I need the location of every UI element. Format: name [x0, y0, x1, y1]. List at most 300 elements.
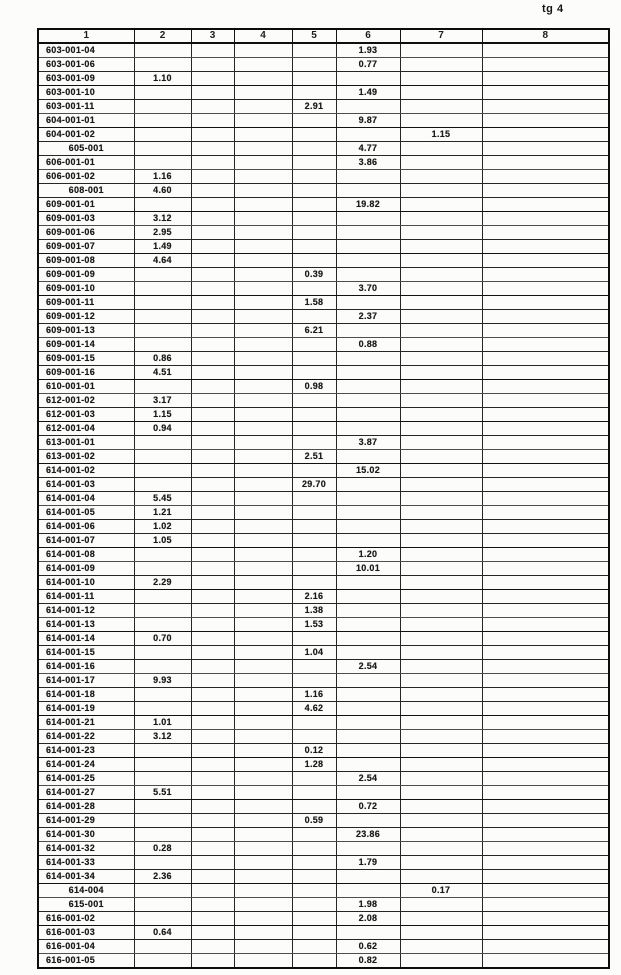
value-cell: [292, 954, 336, 969]
value-cell: [400, 478, 482, 492]
value-cell: [482, 842, 609, 856]
value-cell: [191, 86, 234, 100]
value-cell: 2.91: [292, 100, 336, 114]
value-cell: [191, 926, 234, 940]
table-row: [38, 100, 609, 114]
table-row: [38, 856, 609, 870]
row-id-cell: 609-001-15: [38, 352, 134, 366]
value-cell: [191, 212, 234, 226]
value-cell: [336, 170, 400, 184]
value-cell: [234, 534, 292, 548]
row-id-cell: 616-001-04: [38, 940, 134, 954]
table-row: [38, 646, 609, 660]
value-cell: [292, 534, 336, 548]
row-id-cell: 614-001-23: [38, 744, 134, 758]
value-cell: [191, 198, 234, 212]
value-cell: [234, 492, 292, 506]
row-id-cell: 613-001-01: [38, 436, 134, 450]
value-cell: [234, 226, 292, 240]
table-row: [38, 226, 609, 240]
value-cell: [482, 884, 609, 898]
value-cell: 1.28: [292, 758, 336, 772]
value-cell: [336, 758, 400, 772]
value-cell: [234, 380, 292, 394]
value-cell: [400, 100, 482, 114]
value-cell: [134, 268, 191, 282]
value-cell: [482, 352, 609, 366]
value-cell: 2.36: [134, 870, 191, 884]
value-cell: [191, 408, 234, 422]
value-cell: [191, 464, 234, 478]
table-row: [38, 702, 609, 716]
value-cell: [400, 926, 482, 940]
value-cell: [234, 758, 292, 772]
table-row: [38, 380, 609, 394]
value-cell: [336, 674, 400, 688]
value-cell: [482, 408, 609, 422]
value-cell: [482, 492, 609, 506]
value-cell: [234, 198, 292, 212]
value-cell: 9.93: [134, 674, 191, 688]
value-cell: [234, 702, 292, 716]
value-cell: [191, 562, 234, 576]
column-header-5: 5: [292, 29, 336, 43]
value-cell: 1.53: [292, 618, 336, 632]
column-header-8: 8: [482, 29, 609, 43]
value-cell: [234, 72, 292, 86]
row-id-cell: 614-001-28: [38, 800, 134, 814]
value-cell: [400, 534, 482, 548]
value-cell: 4.51: [134, 366, 191, 380]
row-id-cell: 614-001-18: [38, 688, 134, 702]
value-cell: [336, 128, 400, 142]
row-id-cell: 614-001-32: [38, 842, 134, 856]
value-cell: [400, 800, 482, 814]
value-cell: [134, 940, 191, 954]
value-cell: [400, 506, 482, 520]
value-cell: 29.70: [292, 478, 336, 492]
value-cell: [482, 716, 609, 730]
value-cell: [234, 86, 292, 100]
value-cell: [134, 772, 191, 786]
table-row: [38, 772, 609, 786]
value-cell: [134, 436, 191, 450]
value-cell: [482, 954, 609, 969]
row-id-cell: 614-001-14: [38, 632, 134, 646]
value-cell: [191, 268, 234, 282]
value-cell: [292, 422, 336, 436]
value-cell: [400, 268, 482, 282]
table-row: [38, 114, 609, 128]
value-cell: [191, 702, 234, 716]
value-cell: [134, 464, 191, 478]
table-row: [38, 884, 609, 898]
value-cell: [234, 212, 292, 226]
row-id-cell: 614-001-04: [38, 492, 134, 506]
value-cell: [400, 758, 482, 772]
value-cell: [482, 338, 609, 352]
value-cell: [482, 464, 609, 478]
value-cell: [191, 43, 234, 58]
value-cell: [292, 786, 336, 800]
value-cell: 0.28: [134, 842, 191, 856]
value-cell: [191, 688, 234, 702]
value-cell: [234, 814, 292, 828]
table-row: [38, 296, 609, 310]
value-cell: [482, 604, 609, 618]
value-cell: [336, 366, 400, 380]
table-row: [38, 198, 609, 212]
value-cell: 0.72: [336, 800, 400, 814]
value-cell: 1.38: [292, 604, 336, 618]
value-cell: [134, 282, 191, 296]
row-id-cell: 614-001-22: [38, 730, 134, 744]
value-cell: [400, 408, 482, 422]
value-cell: [336, 786, 400, 800]
value-cell: 1.15: [400, 128, 482, 142]
value-cell: 15.02: [336, 464, 400, 478]
value-cell: [292, 212, 336, 226]
value-cell: [134, 58, 191, 72]
value-cell: [292, 254, 336, 268]
row-id-cell: 609-001-06: [38, 226, 134, 240]
table-row: [38, 674, 609, 688]
column-header-2: 2: [134, 29, 191, 43]
value-cell: [400, 450, 482, 464]
value-cell: [292, 464, 336, 478]
value-cell: [134, 198, 191, 212]
value-cell: [191, 674, 234, 688]
value-cell: [234, 43, 292, 58]
value-cell: [292, 632, 336, 646]
page-number-label: tg 4: [542, 3, 564, 15]
value-cell: [482, 310, 609, 324]
row-id-cell: 609-001-13: [38, 324, 134, 338]
value-cell: 1.02: [134, 520, 191, 534]
row-id-cell: 614-001-07: [38, 534, 134, 548]
value-cell: [336, 268, 400, 282]
value-cell: [482, 702, 609, 716]
value-cell: [191, 660, 234, 674]
value-cell: [336, 408, 400, 422]
value-cell: [191, 870, 234, 884]
table-row: [38, 786, 609, 800]
value-cell: [336, 450, 400, 464]
value-cell: [191, 730, 234, 744]
value-cell: 1.04: [292, 646, 336, 660]
table-row: [38, 268, 609, 282]
value-cell: [482, 156, 609, 170]
value-cell: [400, 282, 482, 296]
value-cell: [292, 43, 336, 58]
value-cell: [134, 478, 191, 492]
value-cell: [336, 716, 400, 730]
table-row: [38, 184, 609, 198]
value-cell: 3.70: [336, 282, 400, 296]
value-cell: [400, 814, 482, 828]
row-id-cell: 614-001-02: [38, 464, 134, 478]
row-id-cell: 609-001-14: [38, 338, 134, 352]
value-cell: 2.08: [336, 912, 400, 926]
value-cell: [191, 772, 234, 786]
table-row: [38, 590, 609, 604]
value-cell: [482, 58, 609, 72]
table-row: [38, 506, 609, 520]
table-row: [38, 86, 609, 100]
value-cell: [292, 170, 336, 184]
row-id-cell: 606-001-01: [38, 156, 134, 170]
value-cell: [400, 394, 482, 408]
value-cell: [292, 576, 336, 590]
value-cell: [482, 590, 609, 604]
value-cell: [400, 632, 482, 646]
value-cell: [482, 422, 609, 436]
value-cell: 5.45: [134, 492, 191, 506]
value-cell: [482, 240, 609, 254]
value-cell: [292, 366, 336, 380]
value-cell: [292, 716, 336, 730]
value-cell: [400, 688, 482, 702]
table-row: [38, 814, 609, 828]
table-row: [38, 142, 609, 156]
value-cell: [336, 240, 400, 254]
value-cell: [400, 702, 482, 716]
value-cell: [482, 828, 609, 842]
value-cell: [134, 43, 191, 58]
table-row: [38, 366, 609, 380]
value-cell: [234, 436, 292, 450]
value-cell: [234, 716, 292, 730]
value-cell: [234, 562, 292, 576]
value-cell: [191, 100, 234, 114]
value-cell: [292, 898, 336, 912]
value-cell: 2.51: [292, 450, 336, 464]
value-cell: [400, 422, 482, 436]
value-cell: [134, 884, 191, 898]
value-cell: 2.54: [336, 660, 400, 674]
value-cell: [482, 618, 609, 632]
value-cell: 1.79: [336, 856, 400, 870]
value-cell: 1.49: [134, 240, 191, 254]
value-cell: [336, 212, 400, 226]
value-cell: [292, 436, 336, 450]
row-id-cell: 603-001-10: [38, 86, 134, 100]
value-cell: [336, 884, 400, 898]
value-cell: 4.64: [134, 254, 191, 268]
table-row: [38, 576, 609, 590]
value-cell: [292, 114, 336, 128]
value-cell: 6.21: [292, 324, 336, 338]
value-cell: [336, 254, 400, 268]
value-cell: [134, 100, 191, 114]
header-row: [38, 29, 609, 43]
table-row: [38, 954, 609, 969]
value-cell: [234, 142, 292, 156]
value-cell: [191, 128, 234, 142]
table-row: [38, 450, 609, 464]
value-cell: [482, 912, 609, 926]
row-id-cell: 606-001-02: [38, 170, 134, 184]
value-cell: [292, 226, 336, 240]
value-cell: [336, 506, 400, 520]
value-cell: [482, 296, 609, 310]
row-id-cell: 614-001-16: [38, 660, 134, 674]
value-cell: 4.62: [292, 702, 336, 716]
value-cell: [400, 156, 482, 170]
value-cell: [400, 674, 482, 688]
value-cell: [191, 534, 234, 548]
value-cell: 0.64: [134, 926, 191, 940]
value-cell: [134, 562, 191, 576]
value-cell: [482, 268, 609, 282]
value-cell: [292, 72, 336, 86]
table-row: [38, 842, 609, 856]
value-cell: [191, 184, 234, 198]
value-cell: 2.37: [336, 310, 400, 324]
value-cell: [482, 772, 609, 786]
value-cell: [191, 422, 234, 436]
value-cell: [292, 940, 336, 954]
value-cell: [400, 940, 482, 954]
value-cell: [336, 632, 400, 646]
table-row: [38, 828, 609, 842]
row-id-cell: 614-001-33: [38, 856, 134, 870]
value-cell: [234, 576, 292, 590]
value-cell: [482, 870, 609, 884]
value-cell: 0.82: [336, 954, 400, 969]
value-cell: [191, 632, 234, 646]
value-cell: [400, 842, 482, 856]
row-id-cell: 609-001-11: [38, 296, 134, 310]
value-cell: 2.95: [134, 226, 191, 240]
value-cell: [134, 828, 191, 842]
value-cell: [292, 156, 336, 170]
value-cell: [482, 562, 609, 576]
row-id-cell: 614-001-13: [38, 618, 134, 632]
value-cell: 1.05: [134, 534, 191, 548]
row-id-cell: 604-001-01: [38, 114, 134, 128]
value-cell: [191, 758, 234, 772]
value-cell: 4.60: [134, 184, 191, 198]
value-cell: [234, 744, 292, 758]
table-row: [38, 478, 609, 492]
row-id-cell: 613-001-02: [38, 450, 134, 464]
value-cell: [482, 324, 609, 338]
value-cell: [191, 310, 234, 324]
value-cell: 2.16: [292, 590, 336, 604]
value-cell: [336, 842, 400, 856]
value-cell: [482, 450, 609, 464]
value-cell: [134, 646, 191, 660]
value-cell: [191, 478, 234, 492]
value-cell: [234, 688, 292, 702]
value-cell: [400, 58, 482, 72]
value-cell: [234, 352, 292, 366]
value-cell: [292, 842, 336, 856]
value-cell: [482, 730, 609, 744]
row-id-cell: 605-001: [38, 142, 134, 156]
table-row: [38, 912, 609, 926]
value-cell: [134, 898, 191, 912]
value-cell: [134, 296, 191, 310]
value-cell: [234, 590, 292, 604]
value-cell: [292, 730, 336, 744]
value-cell: [234, 954, 292, 969]
value-cell: [234, 58, 292, 72]
value-cell: [134, 660, 191, 674]
value-cell: [482, 786, 609, 800]
value-cell: [292, 674, 336, 688]
table-row: [38, 254, 609, 268]
value-cell: [482, 170, 609, 184]
row-id-cell: 614-001-15: [38, 646, 134, 660]
row-id-cell: 603-001-06: [38, 58, 134, 72]
value-cell: [400, 142, 482, 156]
value-cell: [482, 254, 609, 268]
value-cell: [400, 338, 482, 352]
value-cell: [292, 58, 336, 72]
value-cell: [336, 590, 400, 604]
value-cell: [482, 394, 609, 408]
value-cell: [191, 898, 234, 912]
value-cell: [482, 506, 609, 520]
value-cell: [292, 926, 336, 940]
value-cell: [292, 828, 336, 842]
row-id-cell: 612-001-02: [38, 394, 134, 408]
value-cell: [292, 562, 336, 576]
value-cell: [336, 646, 400, 660]
row-id-cell: 603-001-04: [38, 43, 134, 58]
value-cell: [400, 604, 482, 618]
value-cell: [482, 646, 609, 660]
table-row: [38, 632, 609, 646]
value-cell: 4.77: [336, 142, 400, 156]
value-cell: [336, 744, 400, 758]
value-cell: 9.87: [336, 114, 400, 128]
value-cell: [134, 114, 191, 128]
table-row: [38, 58, 609, 72]
row-id-cell: 614-001-08: [38, 548, 134, 562]
value-cell: [336, 604, 400, 618]
table-row: [38, 212, 609, 226]
value-cell: [292, 772, 336, 786]
value-cell: [400, 184, 482, 198]
value-cell: [482, 226, 609, 240]
value-cell: [336, 702, 400, 716]
row-id-cell: 614-001-17: [38, 674, 134, 688]
value-cell: [336, 72, 400, 86]
table-row: [38, 394, 609, 408]
table-row: [38, 940, 609, 954]
value-cell: [400, 646, 482, 660]
table-row: [38, 604, 609, 618]
value-cell: [134, 380, 191, 394]
value-cell: [482, 128, 609, 142]
row-id-cell: 609-001-10: [38, 282, 134, 296]
value-cell: [191, 618, 234, 632]
value-cell: [482, 436, 609, 450]
column-header-4: 4: [234, 29, 292, 43]
value-cell: [191, 394, 234, 408]
value-cell: [134, 604, 191, 618]
value-cell: [191, 142, 234, 156]
value-cell: [400, 464, 482, 478]
row-id-cell: 616-001-05: [38, 954, 134, 969]
value-cell: [234, 646, 292, 660]
value-cell: [482, 72, 609, 86]
table-row: [38, 422, 609, 436]
value-cell: [191, 884, 234, 898]
